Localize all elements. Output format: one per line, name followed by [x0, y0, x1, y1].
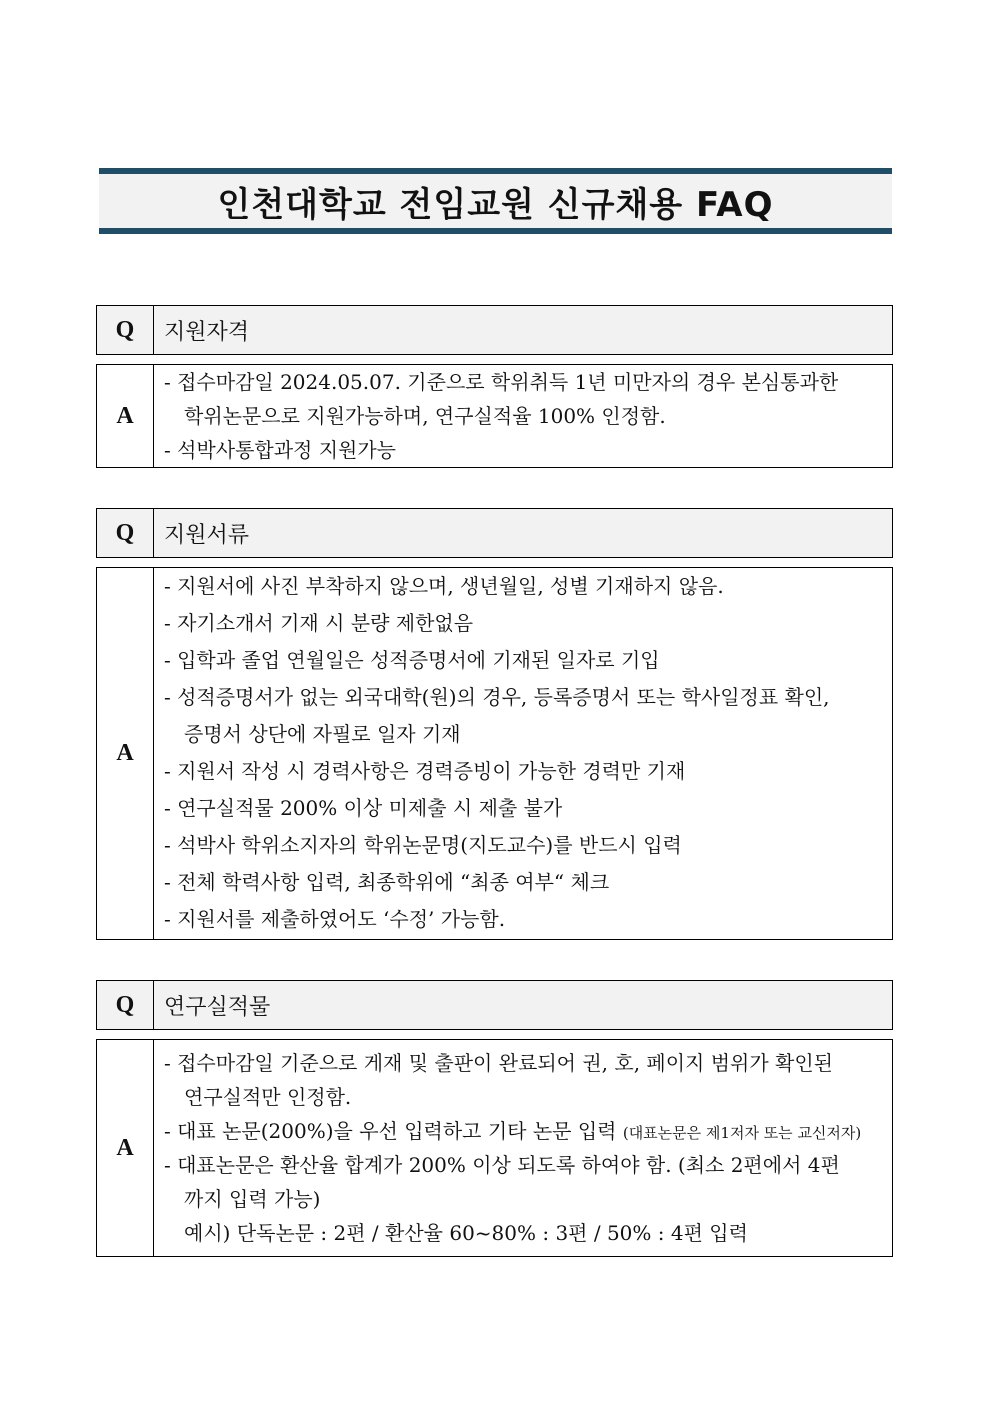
- question-row-documents: [96, 508, 893, 558]
- answer-line-text: - 대표 논문(200%)을 우선 입력하고 기타 논문 입력: [164, 1119, 623, 1143]
- answer-line: [164, 1114, 882, 1148]
- answer-line: 까지 입력 가능): [184, 1187, 321, 1211]
- answer-row-research: [96, 1039, 893, 1257]
- question-row-research: [96, 980, 893, 1030]
- answer-line: - 접수마감일 기준으로 게재 및 출판이 완료되어 권, 호, 페이지 범위가 확인된: [164, 1051, 834, 1075]
- answer-label: A: [97, 365, 154, 467]
- answer-content: [154, 1040, 892, 1256]
- answer-line: - 석박사 학위소지자의 학위논문명(지도교수)를 반드시 입력: [164, 833, 682, 857]
- answer-row-documents: [96, 567, 893, 940]
- answer-label: A: [97, 1040, 154, 1256]
- answer-line: 예시) 단독논문 : 2편 / 환산율 60~80% : 3편 / 50% : 4편 입력: [184, 1221, 748, 1245]
- answer-line: 증명서 상단에 자필로 일자 기재: [184, 722, 461, 746]
- answer-line: - 성적증명서가 없는 외국대학(원)의 경우, 등록증명서 또는 학사일정표 확인,: [164, 685, 830, 709]
- question-row-eligibility: [96, 305, 893, 355]
- answer-line: 연구실적만 인정함.: [184, 1085, 352, 1109]
- answer-label: A: [97, 568, 154, 939]
- answer-line: - 접수마감일 2024.05.07. 기준으로 학위취득 1년 미만자의 경우 본심통과한: [164, 370, 839, 394]
- answer-line: - 입학과 졸업 연월일은 성적증명서에 기재된 일자로 기입: [164, 648, 660, 672]
- answer-line: - 석박사통합과정 지원가능: [164, 438, 396, 462]
- answer-line: - 대표논문은 환산율 합계가 200% 이상 되도록 하여야 함. (최소 2편에서 4편: [164, 1153, 840, 1177]
- question-text: 지원자격: [164, 319, 250, 345]
- answer-line: - 연구실적물 200% 이상 미제출 시 제출 불가: [164, 796, 563, 820]
- answer-line: 학위논문으로 지원가능하며, 연구실적율 100% 인정함.: [184, 404, 666, 428]
- question-label: Q: [97, 981, 154, 1029]
- answer-line: - 지원서 작성 시 경력사항은 경력증빙이 가능한 경력만 기재: [164, 759, 686, 783]
- answer-content: [154, 365, 892, 467]
- answer-line: - 지원서에 사진 부착하지 않으며, 생년월일, 성별 기재하지 않음.: [164, 574, 724, 598]
- page-title-banner: [99, 168, 892, 234]
- answer-line: - 지원서를 제출하였어도 ‘수정’ 가능함.: [164, 907, 506, 931]
- question-label: Q: [97, 306, 154, 354]
- answer-line: - 전체 학력사항 입력, 최종학위에 “최종 여부“ 체크: [164, 870, 610, 894]
- answer-line-note: (대표논문은 제1저자 또는 교신저자): [622, 1124, 862, 1142]
- question-text: 연구실적물: [164, 994, 271, 1020]
- page-title: 인천대학교 전임교원 신규채용 FAQ: [217, 184, 774, 225]
- question-label: Q: [97, 509, 154, 557]
- answer-content: [154, 568, 892, 939]
- answer-line: - 자기소개서 기재 시 분량 제한없음: [164, 611, 474, 635]
- answer-row-eligibility: [96, 364, 893, 468]
- question-text: 지원서류: [164, 522, 250, 548]
